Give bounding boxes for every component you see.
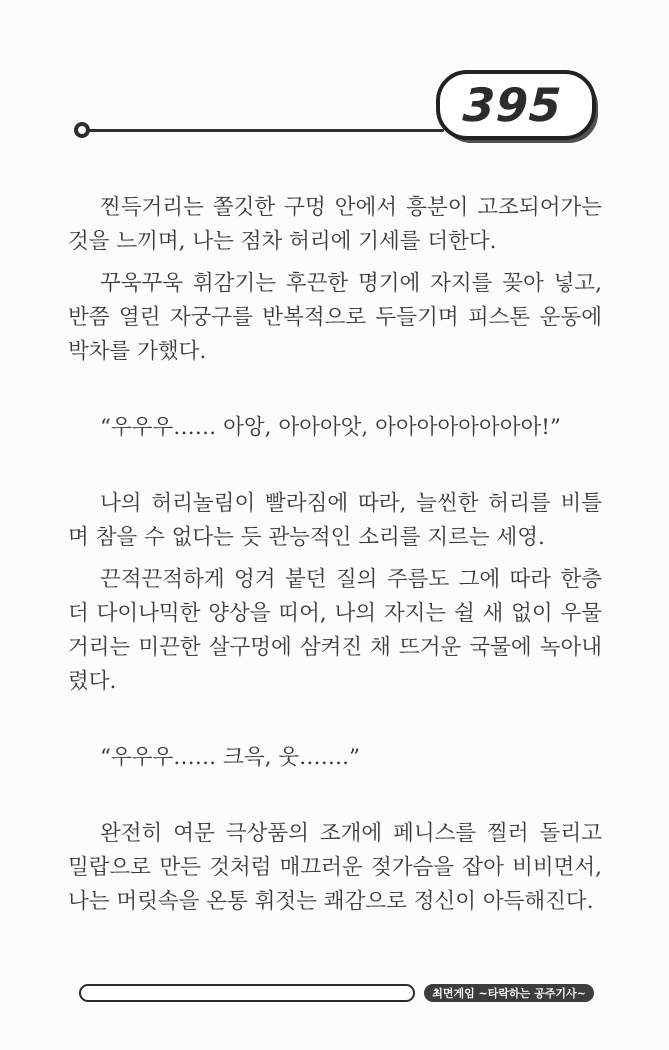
paragraph-narration: 찐득거리는 쫄깃한 구멍 안에서 흥분이 고조되어가는 것을 느끼며, 나는 점차 허리에 기세를 더한다. <box>68 195 602 254</box>
paragraph-dialogue: “우우우…… 크윽, 웃…….” <box>100 745 360 770</box>
paragraph-narration: 꾸욱꾸욱 휘감기는 후끈한 명기에 자지를 꽂아 넣고, 반쯤 열린 자궁구를 반복적으로 두들기며 피스톤 운동에 박차를 가했다. <box>68 271 602 364</box>
paragraph-narration: 나의 허리놀림이 빨라짐에 따라, 늘씬한 허리를 비틀며 참을 수 없다는 듯 관능적인 소리를 지르는 세영. <box>68 491 602 550</box>
page-number: 395 <box>462 78 564 132</box>
paragraph-narration: 완전히 여문 극상품의 조개에 페니스를 찔러 돌리고 밀랍으로 만든 것처럼 매끄러운 젖가슴을 잡아 비비면서, 나는 머릿속을 온통 휘젓는 쾌감으로 정신이 아득해진다. <box>68 821 602 914</box>
paragraph-dialogue: “우우우…… 아앙, 아아아앗, 아아아아아아아아!” <box>100 415 561 440</box>
page-number-badge <box>436 70 596 140</box>
footer-chapter-pill <box>79 984 415 1002</box>
book-title: 최면게임 ~타락하는 공주기사~ <box>432 986 586 1000</box>
header-rule-line <box>86 129 444 132</box>
body-text <box>68 183 602 927</box>
footer-book-title-badge <box>424 984 594 1002</box>
paragraph-narration: 끈적끈적하게 엉겨 붙던 질의 주름도 그에 따라 한층 더 다이나믹한 양상을 띠어, 나의 자지는 쉴 새 없이 우물거리는 미끈한 살구멍에 삼켜진 채 뜨거운 국물에 녹아내렸다. <box>68 567 602 694</box>
